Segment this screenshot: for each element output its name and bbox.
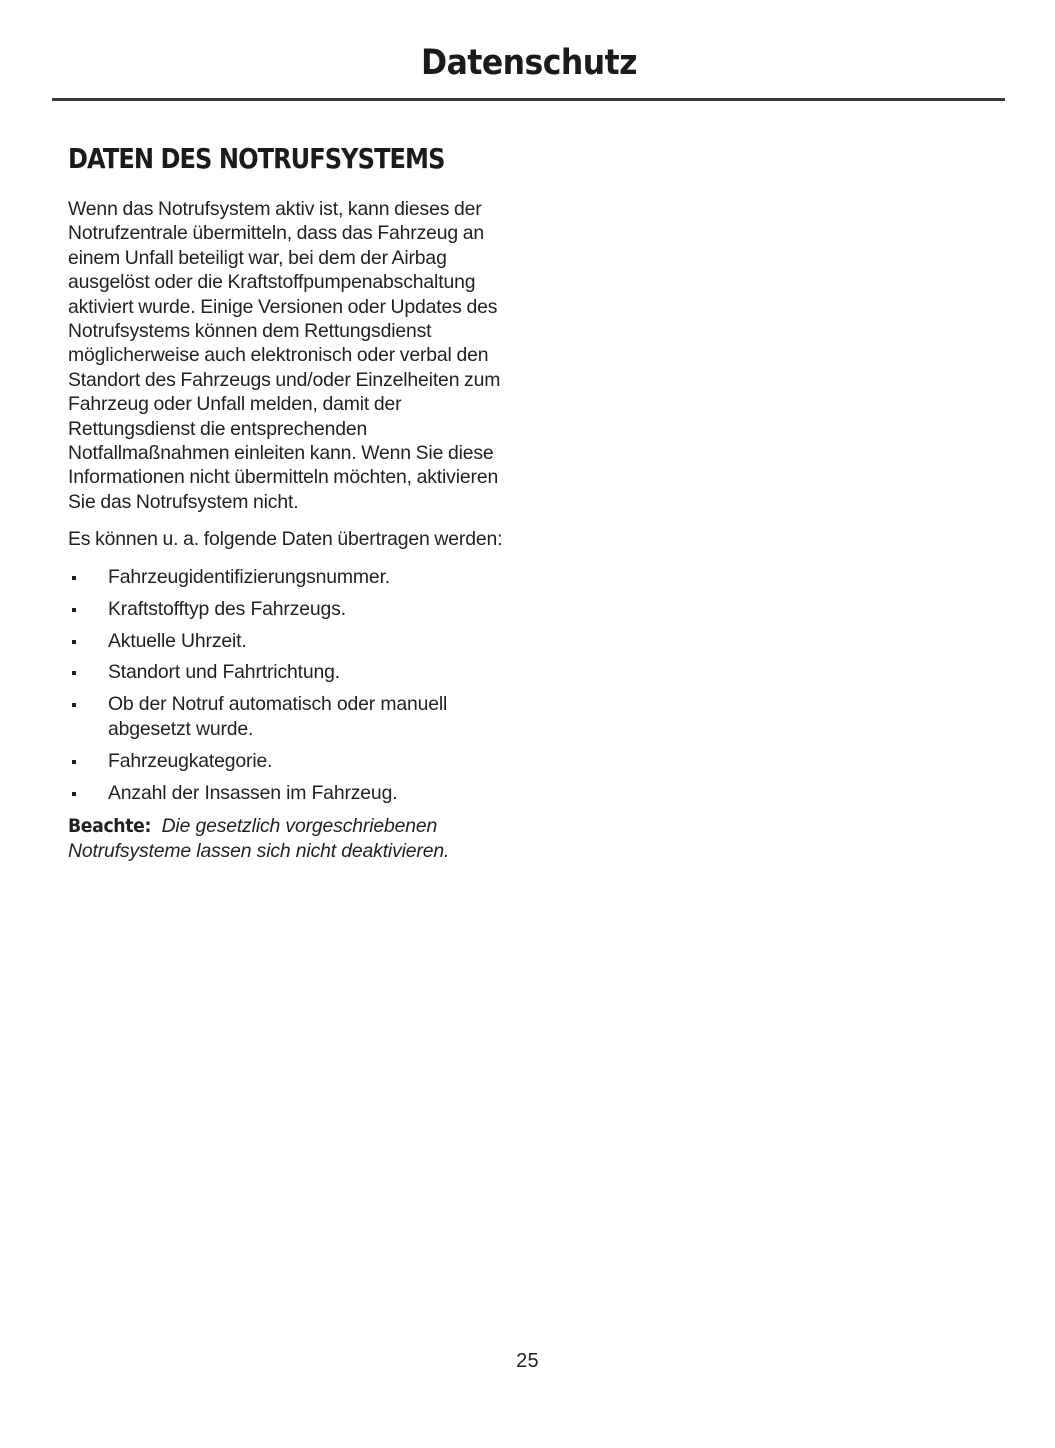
body-paragraph-1: Wenn das Notrufsystem aktiv ist, kann dieses der Notrufzentrale übermitteln, dass das Fahrzeug an einem Unfall beteiligt war, bei dem der Airbag ausgelöst oder die Kraftstoffpumpenabschaltung aktiviert wurde. Einige Versionen oder Updates des Notrufsystems können dem Rettungsdienst möglicherweise auch elektronisch oder verbal den Standort des Fahrzeugs und/oder Einzelheiten zum Fahrzeug oder Unfall melden, damit der Rettungsdienst die entsprechenden Notfallmaßnahmen einleiten kann. Wenn Sie diese Informationen nicht übermitteln möchten, aktivieren Sie das Notrufsystem nicht. bbox=[68, 198, 501, 513]
bullet-dot-icon bbox=[72, 576, 76, 580]
bullet-dot-icon bbox=[72, 640, 76, 644]
bullet-dot-icon bbox=[72, 792, 76, 796]
body-paragraph-2: Es können u. a. folgende Daten übertragen werden: bbox=[68, 528, 503, 551]
list-item-label: Standort und Fahrtrichtung. bbox=[108, 661, 341, 684]
page-content bbox=[68, 143, 523, 864]
running-header bbox=[52, 42, 1005, 84]
list-item-label: Kraftstofftyp des Fahrzeugs. bbox=[108, 597, 346, 620]
list-item bbox=[68, 692, 523, 741]
section-heading: DATEN DES NOTRUFSYSTEMS bbox=[68, 142, 445, 175]
list-item-label: Anzahl der Insassen im Fahrzeug. bbox=[108, 781, 398, 804]
list-item-label: Fahrzeugidentifizierungsnummer. bbox=[108, 565, 391, 588]
page-number: 25 bbox=[516, 1350, 539, 1372]
list-item-label: Fahrzeugkategorie. bbox=[108, 749, 273, 772]
list-item bbox=[68, 749, 523, 773]
list-item-label: Ob der Notruf automatisch oder manuell abgesetzt wurde. bbox=[108, 693, 448, 740]
list-item bbox=[68, 629, 523, 653]
page-title: Datenschutz bbox=[420, 43, 637, 83]
data-items-list bbox=[68, 565, 523, 805]
list-item bbox=[68, 565, 523, 589]
header-divider bbox=[52, 98, 1005, 101]
list-item bbox=[68, 781, 523, 805]
bullet-dot-icon bbox=[72, 703, 76, 707]
bullet-dot-icon bbox=[72, 760, 76, 764]
note-label: Beachte: bbox=[68, 815, 152, 837]
note-block bbox=[68, 814, 523, 864]
bullet-dot-icon bbox=[72, 671, 76, 675]
note-text: Die gesetzlich vorgeschriebenen Notrufsysteme lassen sich nicht deaktivieren. bbox=[68, 814, 450, 863]
list-item bbox=[68, 597, 523, 621]
bullet-dot-icon bbox=[72, 608, 76, 612]
list-item bbox=[68, 660, 523, 684]
list-item-label: Aktuelle Uhrzeit. bbox=[108, 629, 247, 652]
